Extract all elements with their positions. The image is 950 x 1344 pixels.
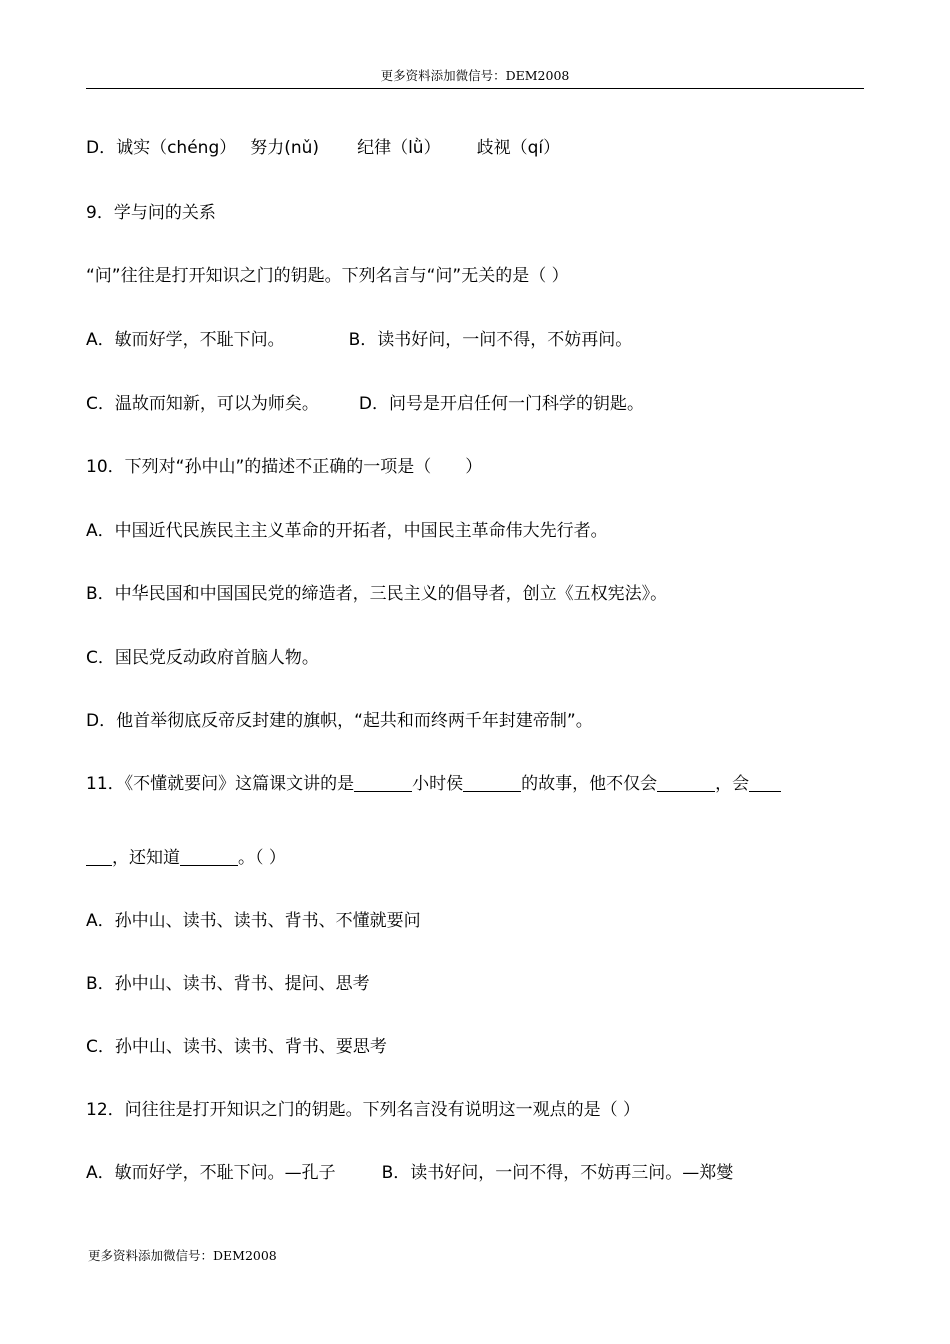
q11-text-1: 11．《不懂就要问》这篇课文讲的是 <box>86 774 355 794</box>
q9-option-b: B．读书好问，一问不得，不妨再问。 <box>348 330 633 350</box>
q9-title: 9．学与问的关系 <box>86 203 216 223</box>
q10-stem: 10．下列对“孙中山”的描述不正确的一项是（ ） <box>86 457 483 477</box>
q12-stem: 12．问往往是打开知识之门的钥匙。下列名言没有说明这一观点的是（ ） <box>86 1100 641 1120</box>
q9-option-a: A．敏而好学，不耻下问。 <box>86 330 285 350</box>
q12-option-b: B．读书好问，一问不得，不妨再三问。—郑燮 <box>381 1163 734 1183</box>
q8-option-d-part4: 歧视（qí） <box>476 138 561 158</box>
q12-options-ab <box>86 1161 733 1185</box>
q11-blank-3 <box>657 773 715 792</box>
q11-stem-line1 <box>86 772 781 796</box>
q11-blank-2 <box>463 773 521 792</box>
q9-stem: “问”往往是打开知识之门的钥匙。下列名言与“问”无关的是（ ） <box>86 266 569 286</box>
q11-text-6: 。（ ） <box>238 848 286 868</box>
q11-text-3: 的故事，他不仅会 <box>521 774 658 794</box>
q10-option-c: C．国民党反动政府首脑人物。 <box>86 648 319 668</box>
q8-option-d-part1: D．诚实（chéng） <box>86 138 237 158</box>
page-header: 更多资料添加微信号：DEM2008 <box>86 66 864 89</box>
q8-option-d-part2: 努力(nǔ) <box>250 138 320 158</box>
q11-text-2: 小时侯 <box>412 774 464 794</box>
q9-option-c: C．温故而知新，可以为师矣。 <box>86 394 319 414</box>
q12-option-a: A．敏而好学，不耻下问。—孔子 <box>86 1163 336 1183</box>
q11-text-5: ，还知道 <box>112 848 180 868</box>
q9-options-ab <box>86 328 632 352</box>
q11-blank-1 <box>354 773 412 792</box>
q11-blank-5 <box>180 847 238 866</box>
page-footer: 更多资料添加微信号：DEM2008 <box>88 1248 277 1263</box>
q11-option-c: C．孙中山、读书、读书、背书、要思考 <box>86 1037 387 1057</box>
q8-options-d-row <box>86 136 560 160</box>
q11-option-b: B．孙中山、读书、背书、提问、思考 <box>86 974 370 994</box>
q10-option-a: A．中国近代民族民主主义革命的开拓者，中国民主革命伟大先行者。 <box>86 521 608 541</box>
q11-blank-4b <box>86 847 112 866</box>
q9-option-d: D．问号是开启任何一门科学的钥匙。 <box>358 394 644 414</box>
q11-blank-4a <box>749 773 781 792</box>
q10-option-d: D．他首举彻底反帝反封建的旗帜，“起共和而终两千年封建帝制”。 <box>86 711 593 731</box>
q11-text-4: ，会 <box>715 774 750 794</box>
q11-stem-line2 <box>86 846 286 870</box>
q10-option-b: B．中华民国和中国国民党的缔造者，三民主义的倡导者，创立《五权宪法》。 <box>86 584 668 604</box>
q8-option-d-part3: 纪律（lǜ） <box>357 138 441 158</box>
q9-options-cd <box>86 392 644 416</box>
q11-option-a: A．孙中山、读书、读书、背书、不懂就要问 <box>86 911 421 931</box>
